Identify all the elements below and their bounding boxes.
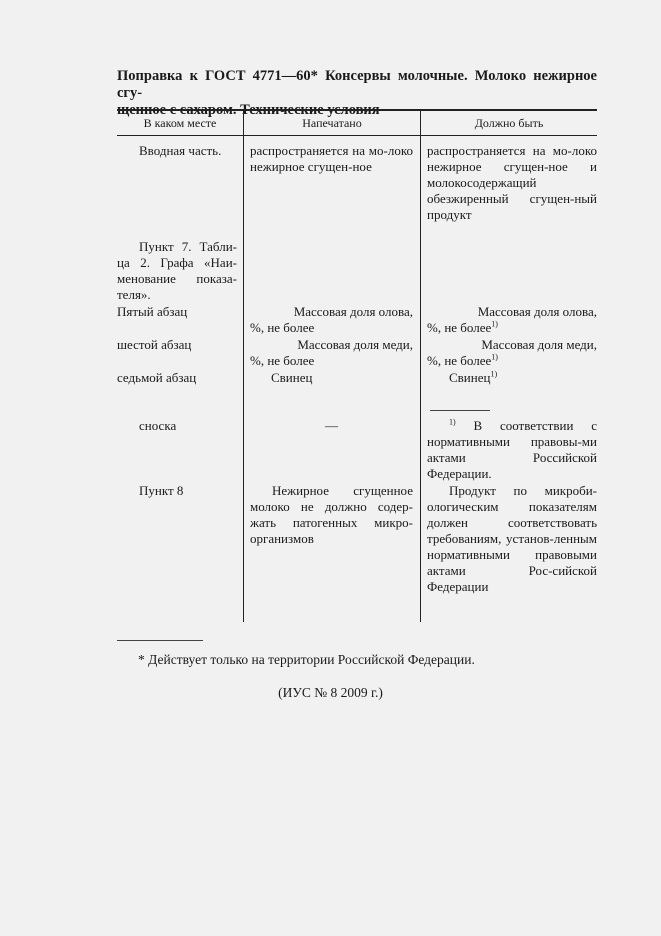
column-divider-2 bbox=[420, 110, 421, 622]
row-fifth-should-a: Массовая доля олова, bbox=[477, 304, 597, 319]
row-intro-should: распространяется на мо-локо нежирное сгущен-ное и молокосодержащий обезжиренный сгущен-ный продукт bbox=[427, 143, 597, 222]
table-top-rule bbox=[117, 109, 597, 111]
column-divider-1 bbox=[243, 110, 244, 622]
page-footnote-separator bbox=[117, 640, 203, 641]
row-note-should bbox=[427, 418, 597, 482]
row-sixth-printed bbox=[250, 337, 413, 369]
table-header-rule bbox=[117, 135, 597, 136]
row-item8-should: Продукт по микроби-ологическим показателям должен соответствовать требованиям, установ-ленным нормативными правовыми актами Рос-сийской Федерации bbox=[427, 483, 597, 594]
document-title bbox=[117, 68, 597, 119]
footnote-mark: 1) bbox=[449, 417, 456, 427]
row-fifth-printed-a: Массовая доля олова, bbox=[293, 304, 413, 319]
row-fifth-where: Пятый абзац bbox=[117, 304, 188, 319]
header-printed: Напечатано bbox=[302, 116, 362, 130]
row-sixth-printed-a: Массовая доля меди, bbox=[297, 337, 413, 352]
row-sixth-should-a: Массовая доля меди, bbox=[481, 337, 597, 352]
footnote-mark: 1) bbox=[491, 319, 498, 329]
row-sixth-printed-b: %, не более bbox=[250, 353, 315, 368]
footnote-mark: 1) bbox=[491, 352, 498, 362]
footnote-separator bbox=[430, 410, 490, 411]
row-item7-where: Пункт 7. Табли-ца 2. Графа «Наи-менование показа-теля». bbox=[117, 239, 237, 302]
header-where: В каком месте bbox=[143, 116, 217, 130]
row-fifth-should bbox=[427, 304, 597, 336]
row-intro-where: Вводная часть. bbox=[139, 143, 222, 158]
row-fifth-printed bbox=[250, 304, 413, 336]
row-intro-printed: распространяется на мо-локо нежирное сгущен-ное bbox=[250, 143, 413, 174]
row-fifth-printed-b: %, не более bbox=[250, 320, 315, 335]
row-seventh-where: седьмой абзац bbox=[117, 370, 197, 385]
row-note-where: сноска bbox=[139, 418, 177, 433]
row-sixth-should-b: %, не более bbox=[427, 353, 492, 368]
row-fifth-should-b: %, не более bbox=[427, 320, 492, 335]
row-item8-printed: Нежирное сгущенное молоко не должно содер-жать патогенных микро-организмов bbox=[250, 483, 413, 546]
row-seventh-should-text: Свинец bbox=[449, 370, 491, 385]
row-seventh-printed: Свинец bbox=[271, 370, 313, 385]
page-footnote: * Действует только на территории Российской Федерации. bbox=[138, 652, 475, 667]
title-line-2: щенное с сахаром. Технические условия bbox=[117, 102, 380, 118]
title-line-1: Поправка к ГОСТ 4771—60* Консервы молочные. Молоко нежирное сгу- bbox=[117, 68, 597, 101]
row-seventh-should bbox=[449, 370, 589, 386]
issue-reference: (ИУС № 8 2009 г.) bbox=[278, 685, 383, 700]
row-note-should-text: В соответствии с нормативными правовы-ми актами Российской Федерации. bbox=[427, 418, 597, 481]
row-note-printed: — bbox=[325, 418, 338, 433]
footnote-mark: 1) bbox=[490, 369, 498, 379]
row-item8-where: Пункт 8 bbox=[139, 483, 184, 498]
row-sixth-where: шестой абзац bbox=[117, 337, 192, 352]
row-sixth-should bbox=[427, 337, 597, 369]
header-should-be: Должно быть bbox=[474, 116, 544, 130]
